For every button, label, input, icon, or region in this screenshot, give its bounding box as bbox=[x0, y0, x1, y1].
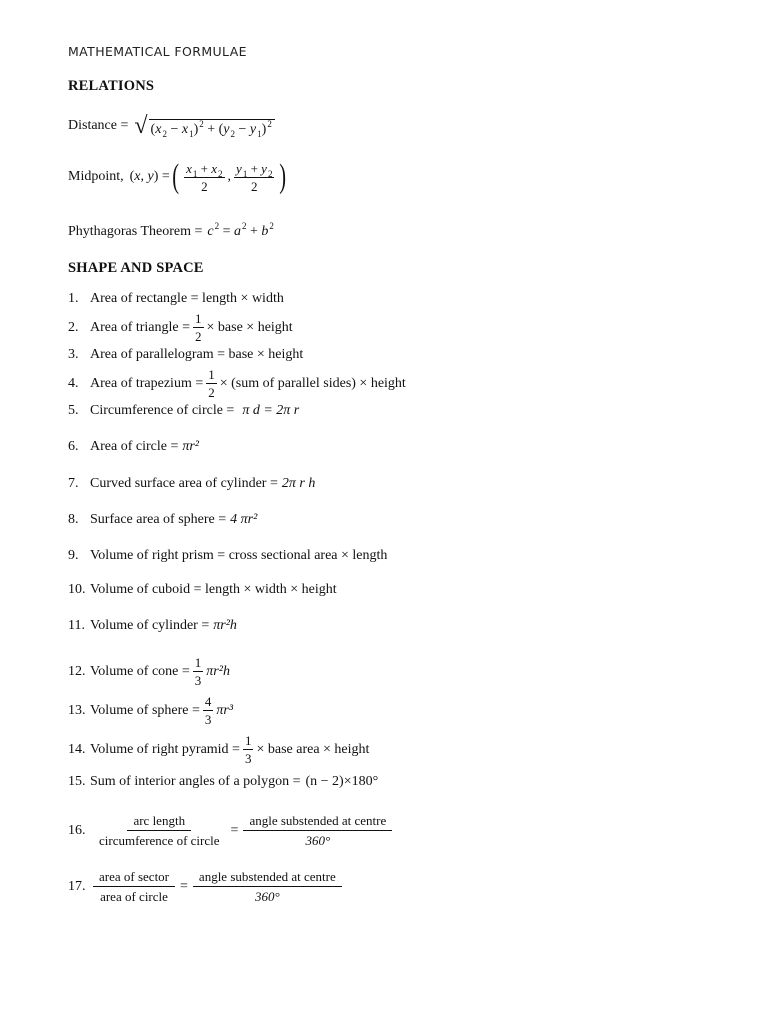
pythagoras-formula: Phythagoras Theorem = $c^2 = a^2 + b^2$ bbox=[68, 221, 274, 239]
pythagoras-label: Phythagoras Theorem = bbox=[68, 224, 203, 239]
formula-item-3: 3. Area of parallelogram = base × height bbox=[68, 347, 304, 362]
formula-item-14: 14. Volume of right pyramid = $\frac{1}{3}$ × base area × height bbox=[68, 733, 370, 766]
formula-item-10: 10. Volume of cuboid = length × width × height bbox=[68, 582, 337, 597]
formula-item-1: 1. Area of rectangle = length × width bbox=[68, 291, 284, 306]
distance-label: Distance = bbox=[68, 118, 129, 133]
formula-item-7: 7. Curved surface area of cylinder = 2π r h bbox=[68, 476, 316, 491]
section-heading-relations: RELATIONS bbox=[68, 78, 155, 94]
formula-item-4: 4. Area of trapezium = $\frac{1}{2}$ × (sum of parallel sides) × height bbox=[68, 367, 406, 400]
midpoint-formula: Midpoint, (x, y) = ( $\frac{x_1 + x_2}{2}$ , $\frac{y_1 + y_2}{2}$ ) bbox=[68, 158, 287, 195]
formula-item-17: 17. $\frac{\text{area of sector}}{\text{area of circle}}$ = $\frac{\text{angle substended at centre}}{360^\circ}$ bbox=[68, 870, 345, 903]
midpoint-label: Midpoint, bbox=[68, 169, 124, 184]
formula-item-8: 8. Surface area of sphere = 4 πr² bbox=[68, 512, 258, 527]
section-heading-shape-space: SHAPE AND SPACE bbox=[68, 260, 204, 276]
formula-item-11: 11. Volume of cylinder = πr²h bbox=[68, 618, 237, 633]
formula-item-6: 6. Area of circle = πr² bbox=[68, 439, 200, 454]
midpoint-expression: (x, y) = bbox=[129, 169, 170, 184]
distance-formula bbox=[68, 114, 275, 138]
formula-item-16: 16. $\frac{\text{arc length}}{\text{circumference of circle}}$ = $\frac{\text{angle substended at centre}}{360^\circ}$ bbox=[68, 814, 395, 847]
formula-item-15: 15. Sum of interior angles of a polygon = (n − 2)×180° bbox=[68, 774, 379, 789]
formula-item-12: 12. Volume of cone = $\frac{1}{3}$ πr²h bbox=[68, 655, 230, 688]
formula-item-2: 2. Area of triangle = $\frac{1}{2}$ × base × height bbox=[68, 311, 293, 344]
distance-expression: √ $(x_2 - x_1)^2 + (y_2 - y_1)^2$ bbox=[134, 114, 274, 138]
formula-item-9: 9. Volume of right prism = cross sectional area × length bbox=[68, 548, 388, 563]
document-title: MATHEMATICAL FORMULAE bbox=[68, 44, 247, 59]
formula-item-5: 5. Circumference of circle = π d = 2π r bbox=[68, 403, 300, 418]
formula-item-13: 13. Volume of sphere = $\frac{4}{3}$ πr³ bbox=[68, 694, 234, 727]
